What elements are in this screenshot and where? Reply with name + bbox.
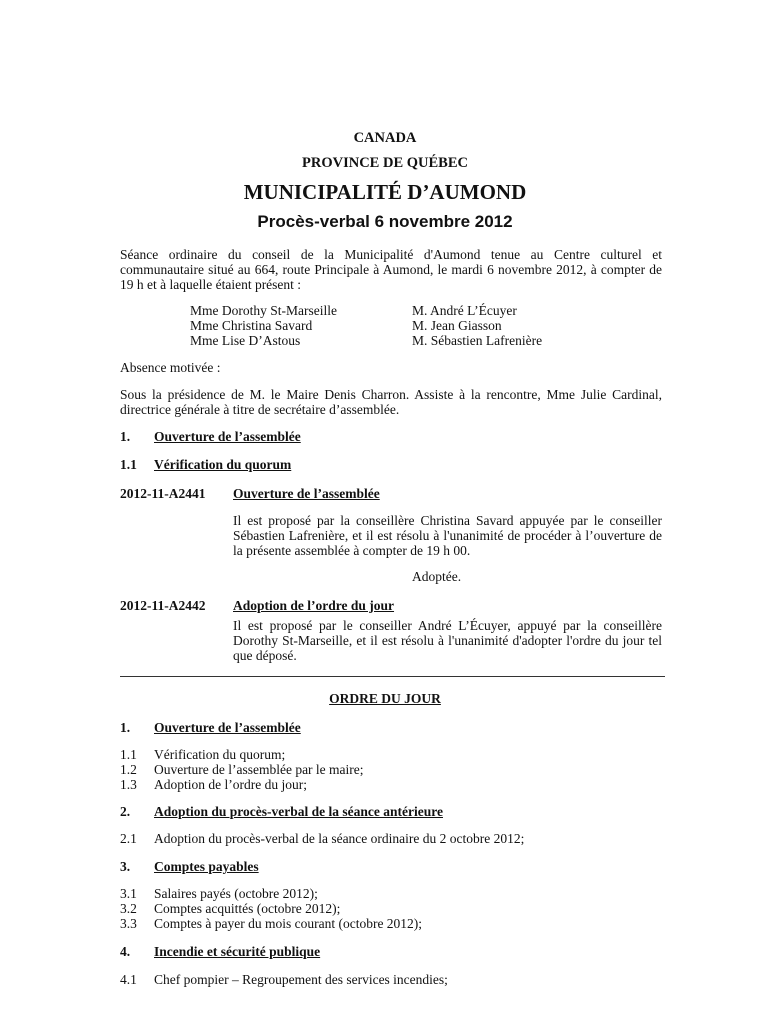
resolution-title: Adoption de l’ordre du jour: [233, 598, 395, 613]
agenda-item-num: 2.1: [120, 831, 137, 846]
resolution-number: 2012-11-A2441: [120, 486, 206, 501]
section-1-title: Ouverture de l’assemblée: [154, 429, 301, 444]
agenda-title: ORDRE DU JOUR: [329, 691, 441, 706]
agenda-item-text: Adoption du procès-verbal de la séance ordinaire du 2 octobre 2012;: [154, 831, 525, 846]
intro-paragraph: Séance ordinaire du conseil de la Municipalité d'Aumond tenue au Centre culturel et communautaire situé au 664, route Principale à Aumond, le mardi 6 novembre 2012, à compter de 19 h et à laquelle étaient présent :: [120, 247, 662, 292]
agenda-item-num: 3.3: [120, 916, 137, 931]
page-title: MUNICIPALITÉ D’AUMOND: [243, 180, 527, 204]
attendee-right-2: M. Jean Giasson: [412, 318, 502, 333]
agenda-item-text: Comptes acquittés (octobre 2012);: [154, 901, 341, 916]
agenda-item-text: Chef pompier – Regroupement des services incendies;: [154, 972, 448, 987]
agenda-section-title: Ouverture de l’assemblée: [154, 720, 301, 735]
agenda-item-text: Ouverture de l’assemblée par le maire;: [154, 762, 364, 777]
agenda-section-num: 1.: [120, 720, 131, 735]
section-1-1-num: 1.1: [120, 457, 137, 472]
attendee-right-1: M. André L’Écuyer: [412, 303, 517, 318]
agenda-item-num: 1.2: [120, 762, 137, 777]
attendee-left-1: Mme Dorothy St-Marseille: [190, 303, 337, 318]
divider: [120, 676, 665, 677]
agenda-section-num: 3.: [120, 859, 131, 874]
attendee-left-2: Mme Christina Savard: [190, 318, 313, 333]
resolution-title: Ouverture de l’assemblée: [233, 486, 380, 501]
agenda-item-text: Salaires payés (octobre 2012);: [154, 886, 318, 901]
attendee-right-3: M. Sébastien Lafrenière: [412, 333, 543, 348]
agenda-item-num: 4.1: [120, 972, 137, 987]
agenda-section-num: 4.: [120, 944, 131, 959]
resolution-number: 2012-11-A2442: [120, 598, 206, 613]
header-province: PROVINCE DE QUÉBEC: [302, 155, 468, 171]
agenda-section-num: 2.: [120, 804, 131, 819]
resolution-text: Il est proposé par la conseillère Christina Savard appuyée par le conseiller Sébastien Lafrenière, et il est résolu à l'unanimité de procéder à l’ouverture de la présente assemblée à compter de 19 h 00.: [233, 513, 662, 558]
attendee-left-3: Mme Lise D’Astous: [190, 333, 301, 348]
agenda-item-num: 1.1: [120, 747, 137, 762]
agenda-item-num: 3.2: [120, 901, 137, 916]
absence-line: Absence motivée :: [120, 360, 221, 375]
page-subtitle: Procès-verbal 6 novembre 2012: [257, 212, 513, 231]
section-1-num: 1.: [120, 429, 131, 444]
agenda-item-text: Adoption de l’ordre du jour;: [154, 777, 307, 792]
presidence-paragraph: Sous la présidence de M. le Maire Denis Charron. Assiste à la rencontre, Mme Julie Cardinal, directrice générale à titre de secrétaire d’assemblée.: [120, 387, 662, 417]
resolution-text: Il est proposé par le conseiller André L’Écuyer, appuyé par la conseillère Dorothy St-Marseille, et il est résolu à l'unanimité d'adopter l'ordre du jour tel que déposé.: [233, 618, 662, 663]
agenda-section-title: Adoption du procès-verbal de la séance antérieure: [154, 804, 443, 819]
agenda-section-title: Comptes payables: [154, 859, 259, 874]
agenda-item-text: Comptes à payer du mois courant (octobre 2012);: [154, 916, 423, 931]
agenda-item-num: 1.3: [120, 777, 137, 792]
resolution-status: Adoptée.: [412, 569, 462, 584]
agenda-item-text: Vérification du quorum;: [154, 747, 286, 762]
header-country: CANADA: [353, 130, 417, 146]
section-1-1-title: Vérification du quorum: [154, 457, 292, 472]
agenda-item-num: 3.1: [120, 886, 137, 901]
agenda-section-title: Incendie et sécurité publique: [154, 944, 321, 959]
